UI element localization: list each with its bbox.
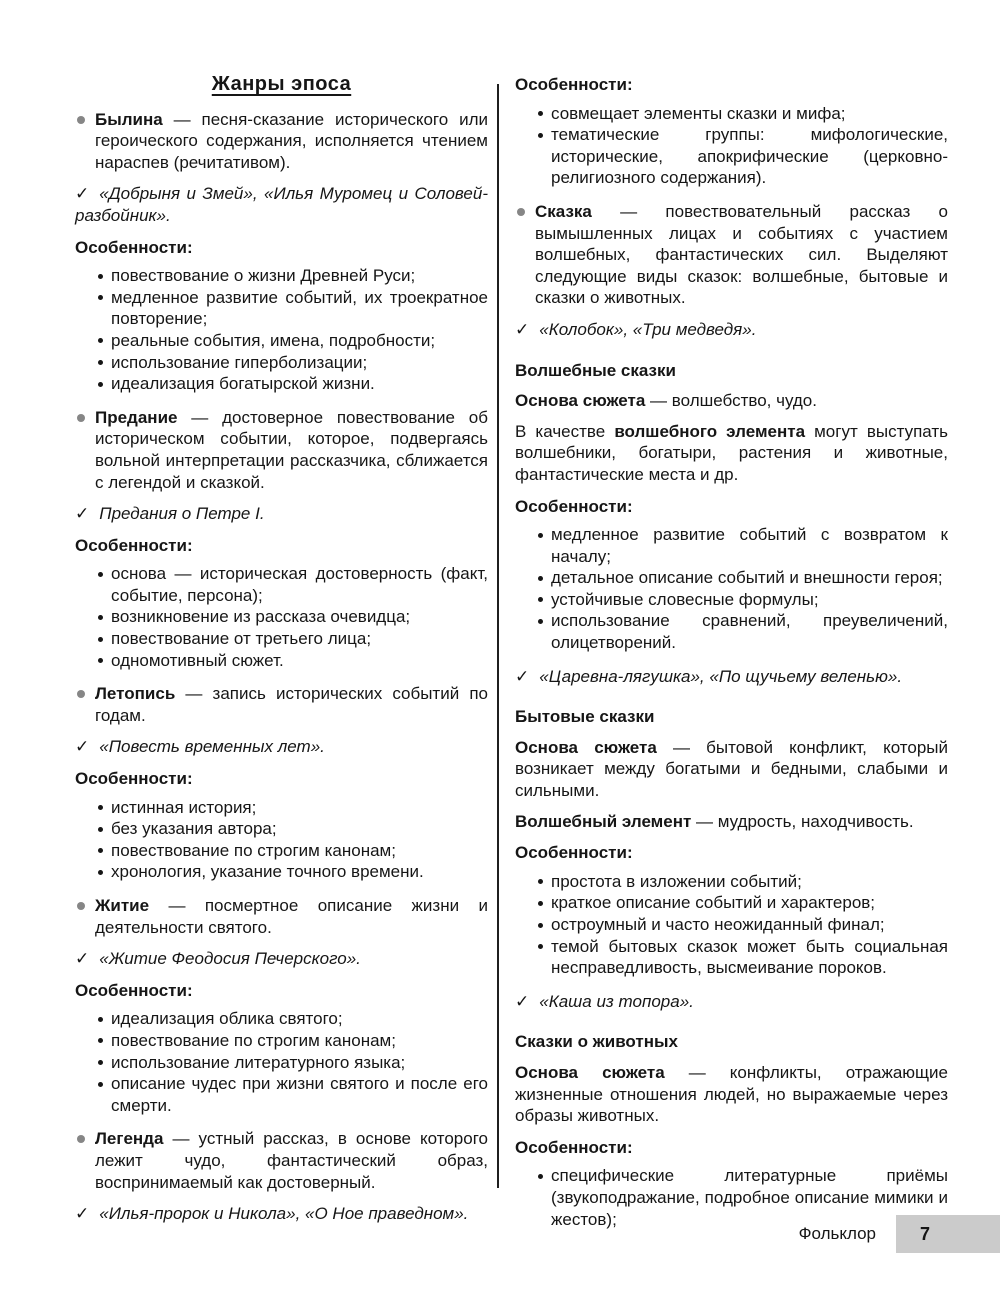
example-item — [75, 183, 488, 226]
term-item: Летопись — запись исторических событий по годам. — [75, 683, 488, 726]
feature-item: детальное описание событий и внешности героя; — [515, 567, 948, 589]
example-text: «Каша из топора». — [539, 991, 694, 1011]
features-heading: Особенности: — [75, 769, 193, 789]
example-item — [515, 319, 948, 341]
term-bullet-icon — [77, 116, 85, 124]
term-name: Сказка — [535, 201, 592, 221]
feature-item: повествование от третьего лица; — [75, 628, 488, 650]
feature-item: краткое описание событий и характеров; — [515, 892, 948, 914]
page-title: Жанры эпоса — [211, 73, 352, 95]
feature-item: остроумный и часто неожиданный финал; — [515, 914, 948, 936]
column-divider-rule — [497, 84, 499, 1188]
feature-item: одномотивный сюжет. — [75, 650, 488, 672]
term-bullet-icon — [77, 414, 85, 422]
two-column-layout — [75, 74, 948, 1242]
subsection-heading: Волшебные сказки — [515, 360, 676, 380]
feature-item: без указания автора; — [75, 818, 488, 840]
check-icon: ✓ — [75, 504, 90, 524]
feature-item: темой бытовых сказок может быть социальная несправедливость, высмеивание пороков. — [515, 936, 948, 979]
term-name: Легенда — [95, 1129, 164, 1149]
paragraph — [515, 390, 948, 412]
feature-item: повествование по строгим канонам; — [75, 840, 488, 862]
example-text: «Житие Феодосия Печерского». — [99, 949, 361, 969]
example-text: «Добрыня и Змей», «Илья Муромец и Соловей-разбойник». — [75, 184, 488, 225]
example-item — [515, 666, 948, 688]
feature-item: возникновение из рассказа очевидца; — [75, 606, 488, 628]
feature-item: описание чудес при жизни святого и после его смерти. — [75, 1073, 488, 1116]
feature-item: использование литературного языка; — [75, 1052, 488, 1074]
example-item — [75, 503, 488, 525]
feature-item: повествование о жизни Древней Руси; — [75, 265, 488, 287]
check-icon: ✓ — [515, 991, 530, 1011]
feature-item: тематические группы: мифологические, исторические, апокрифические (церковно-религиозного содержания). — [515, 124, 948, 189]
paragraph-bold-text: Основа сюжета — [515, 1062, 665, 1082]
term-bullet-icon — [77, 690, 85, 698]
left-column — [75, 74, 488, 1242]
term-item: Сказка — повествовательный рассказ о вымышленных лицах и событиях с участием волшебных, фантастических сил. Выделяют следующие виды сказок: волшебные, бытовые и сказки о животных. — [515, 201, 948, 309]
features-list — [75, 265, 488, 395]
check-icon: ✓ — [515, 666, 530, 686]
features-heading: Особенности: — [75, 980, 193, 1000]
features-list — [75, 563, 488, 671]
features-heading: Особенности: — [75, 535, 193, 555]
paragraph-text: — конфликты, отражающие жизненные отношения людей, но выражаемые через образы животных. — [515, 1062, 948, 1126]
features-list — [75, 797, 488, 883]
term-name: Житие — [95, 896, 150, 915]
example-item — [75, 948, 488, 970]
term-item: Легенда — устный рассказ, в основе которого лежит чудо, фантастический образ, воспринимаемый как достоверный. — [75, 1128, 488, 1193]
check-icon: ✓ — [75, 737, 90, 757]
term-name: Предание — [95, 407, 178, 427]
features-heading: Особенности: — [515, 843, 633, 863]
features-heading: Особенности: — [515, 1137, 633, 1157]
example-item — [515, 991, 948, 1013]
paragraph — [515, 811, 948, 833]
feature-item: совмещает элементы сказки и мифа; — [515, 103, 948, 125]
features-heading: Особенности: — [515, 75, 633, 94]
example-text: «Царевна-лягушка», «По щучьему веленью». — [539, 666, 903, 686]
feature-item: основа — историческая достоверность (факт, событие, персона); — [75, 563, 488, 606]
paragraph — [515, 1062, 948, 1127]
feature-item: простота в изложении событий; — [515, 871, 948, 893]
feature-item: использование сравнений, преувеличений, олицетворений. — [515, 610, 948, 653]
feature-item: использование гиперболизации; — [75, 352, 488, 374]
subsection-heading: Бытовые сказки — [515, 707, 655, 727]
page-footer — [0, 1215, 1000, 1253]
term-bullet-icon — [517, 208, 525, 216]
paragraph-bold-text: Основа сюжета — [515, 737, 657, 757]
page-number-box — [896, 1215, 1000, 1253]
check-icon: ✓ — [75, 949, 90, 969]
footer-section-label: Фольклор — [798, 1224, 876, 1243]
paragraph-text: — бытовой конфликт, который возникает между богатыми и бедными, слабыми и сильными. — [515, 737, 949, 801]
feature-item: устойчивые словесные формулы; — [515, 589, 948, 611]
example-text: Предания о Петре I. — [99, 504, 265, 524]
features-heading: Особенности: — [515, 496, 633, 516]
term-name: Былина — [95, 109, 163, 129]
term-bullet-icon — [77, 902, 85, 910]
subsection-heading: Сказки о животных — [515, 1032, 678, 1052]
paragraph-text: В качестве — [515, 421, 615, 441]
feature-item: медленное развитие событий, их троекратное повторение; — [75, 287, 488, 330]
features-list — [75, 1008, 488, 1116]
feature-item: идеализация облика святого; — [75, 1008, 488, 1030]
right-column — [515, 74, 948, 1242]
term-item: Былина — песня-сказание исторического или героического содержания, исполняется чтением нараспев (речитативом). — [75, 109, 488, 174]
paragraph-text: — волшебство, чудо. — [645, 391, 817, 411]
term-bullet-icon — [77, 1135, 85, 1143]
check-icon: ✓ — [75, 184, 90, 204]
check-icon: ✓ — [75, 1204, 90, 1224]
features-list — [515, 524, 948, 654]
page-number: 7 — [920, 1223, 931, 1244]
feature-item: реальные события, имена, подробности; — [75, 330, 488, 352]
paragraph-bold-text: Волшебный элемент — [515, 811, 692, 831]
term-item: Предание — достоверное повествование об историческом событии, которое, подвергаясь вольной интерпретации рассказчика, сближается с легендой и сказкой. — [75, 407, 488, 493]
paragraph-text: могут выступать волшебники, богатыри, растения и животные, фантастические места и др. — [515, 421, 948, 484]
features-heading: Особенности: — [75, 237, 193, 257]
features-list — [515, 871, 948, 979]
check-icon: ✓ — [515, 319, 530, 339]
feature-item: медленное развитие событий с возвратом к началу; — [515, 524, 948, 567]
paragraph — [515, 421, 948, 486]
feature-item: хронология, указание точного времени. — [75, 861, 488, 883]
example-text: «Колобок», «Три медведя». — [539, 319, 757, 339]
example-text: «Повесть временных лет». — [99, 737, 325, 757]
term-name: Летопись — [95, 684, 176, 704]
example-text: «Илья-пророк и Никола», «О Ное праведном». — [99, 1204, 469, 1224]
features-list — [515, 103, 948, 189]
feature-item: повествование по строгим канонам; — [75, 1030, 488, 1052]
feature-item: истинная история; — [75, 797, 488, 819]
feature-item: специфические литературные приёмы (звукоподражание, подробное описание мимики и жестов); — [515, 1165, 948, 1230]
term-item: Житие — посмертное описание жизни и деятельности святого. — [75, 895, 488, 938]
feature-item: идеализация богатырской жизни. — [75, 373, 488, 395]
paragraph-bold-text: Основа сюжета — [515, 391, 646, 411]
example-item — [75, 736, 488, 758]
paragraph-text: — мудрость, находчивость. — [691, 811, 914, 831]
paragraph-bold-text: волшебного элемента — [614, 421, 806, 441]
paragraph — [515, 737, 948, 802]
